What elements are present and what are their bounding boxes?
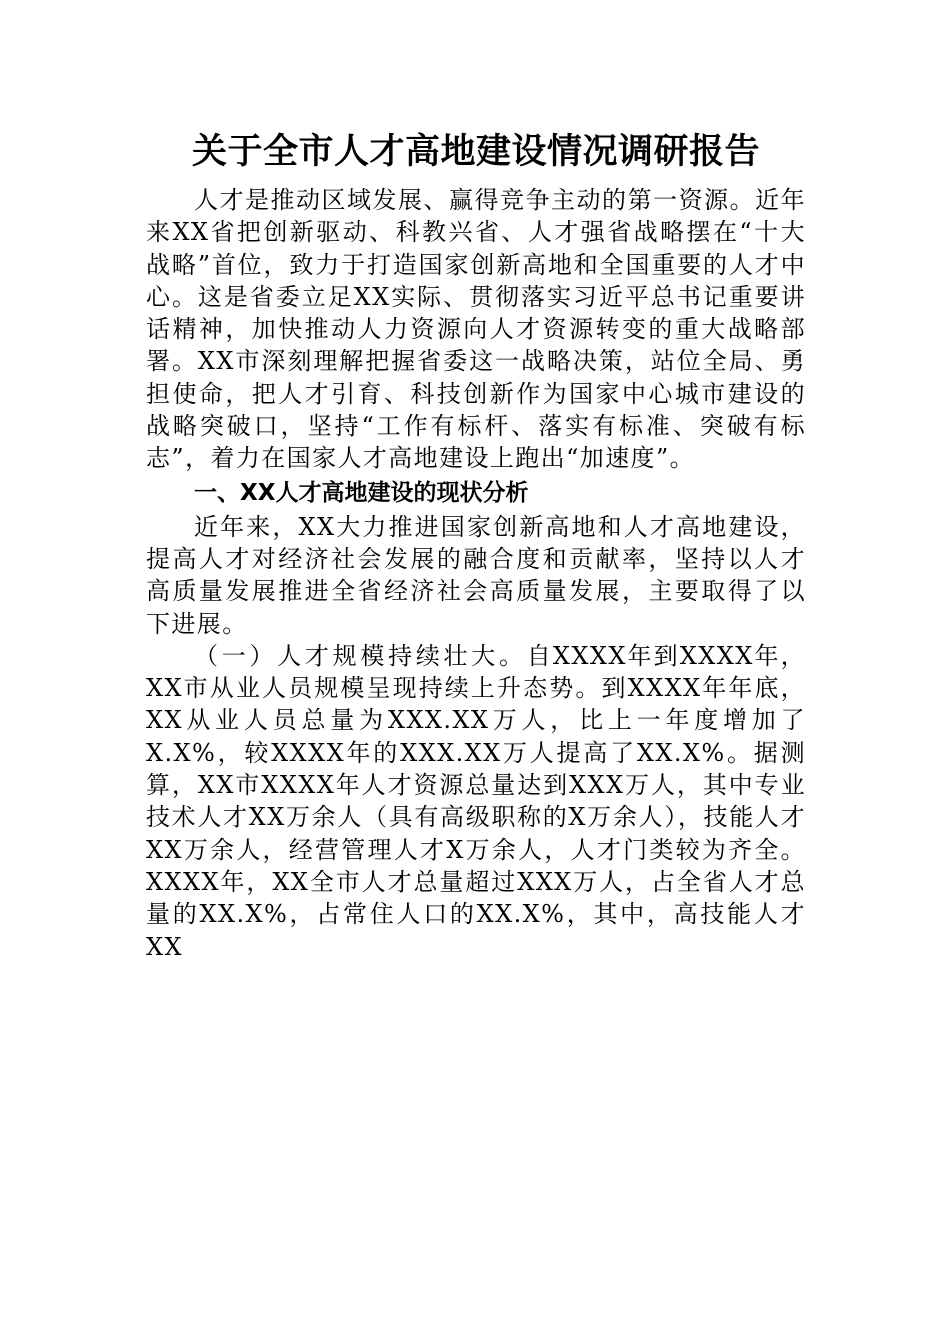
- document-page: [146, 128, 806, 963]
- subsection-1-text: 自XXXX年到XXXX年，XX市从业人员规模呈现持续上升态势。到XXXX年年底，XX从业人员总量为XXX.XX万人，比上一年度增加了X.X%，较XXXX年的XXX.XX万人提高了XX.X%。据测算，XX市XXXX年人才资源总量达到XXX万人，其中专业技术人才XX万余人（具有高级职称的X万余人），技能人才XX万余人，经营管理人才X万余人，人才门类较为齐全。XXXX年，XX全市人才总量超过XXX万人，占全省人才总量的XX.X%，占常住人口的XX.X%，其中，高技能人才XX: [146, 641, 807, 961]
- section-heading-1: 一、XX人才高地建设的现状分析: [194, 479, 529, 506]
- intro-paragraph: 人才是推动区域发展、赢得竞争主动的第一资源。近年来XX省把创新驱动、科教兴省、人才强省战略摆在“十大战略”首位，致力于打造国家创新高地和全国重要的人才中心。这是省委立足XX实际、贯彻落实习近平总书记重要讲话精神，加快推动人力资源向人才资源转变的重大战略部署。XX市深刻理解把握省委这一战略决策，站位全局、勇担使命，把人才引育、科技创新作为国家中心城市建设的战略突破口，坚持“工作有标杆、落实有标准、突破有标志”，着力在国家人才高地建设上跑出“加速度”。: [146, 186, 806, 473]
- document-title: 关于全市人才高地建设情况调研报告: [191, 131, 760, 172]
- subsection-1-label: （一）人才规模持续壮大。: [194, 641, 527, 670]
- subsection-1-paragraph: [146, 640, 806, 963]
- section-1-paragraph: 近年来，XX大力推进国家创新高地和人才高地建设，提高人才对经济社会发展的融合度和贡献率，坚持以人才高质量发展推进全省经济社会高质量发展，主要取得了以下进展。: [146, 512, 806, 638]
